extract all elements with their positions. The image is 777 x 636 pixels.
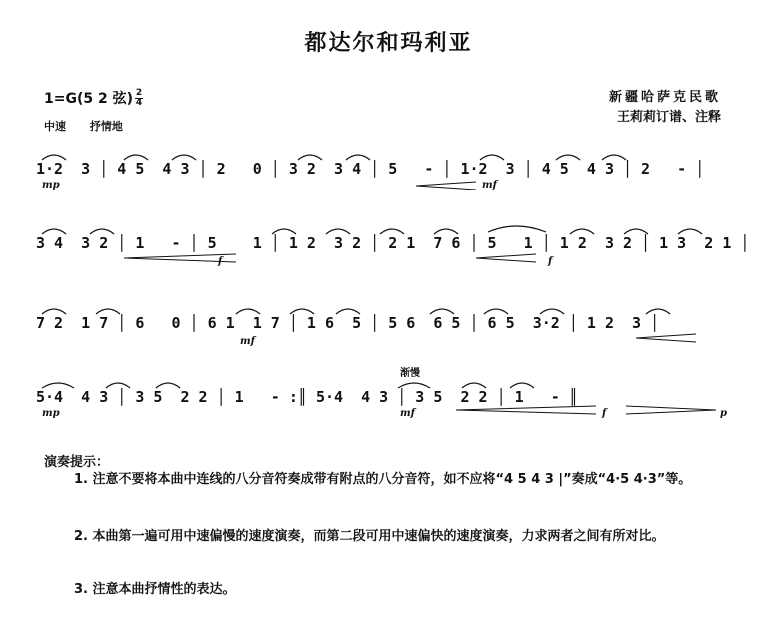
dynamic-mf: mf: [400, 408, 415, 419]
credit-arranger: 王莉莉订谱、注释: [616, 110, 721, 125]
dynamic-mp: mp: [42, 180, 60, 191]
tempo-marking: [44, 118, 143, 134]
tempo-speed: 中速: [44, 120, 66, 133]
dynamic-p: p: [720, 408, 727, 419]
staff-notes-2: 3 4 3 2 │ 1 - │ 5 1 │ 1 2 3 2 │ 2 1 7 6 │ 5 1 │ 1 2 3 2 │ 1 3 2 1 │: [36, 234, 750, 252]
score-title: 都达尔和玛利亚: [304, 31, 473, 56]
key-signature: [44, 88, 143, 108]
ritardando-marking: 渐慢: [400, 368, 420, 379]
dynamic-mf: mf: [240, 336, 255, 347]
hint-1: 1. 注意不要将本曲中连线的八分音符奏成带有附点的八分音符，如不应将“4 5 4 3 |”奏成“4·5 4·3”等。: [74, 472, 692, 487]
dynamic-f: f: [548, 256, 553, 267]
tempo-expression: 抒情地: [89, 120, 123, 133]
hints-heading: 演奏提示：: [44, 455, 110, 470]
staff-line-2: [36, 220, 750, 267]
staff-line-1: [36, 146, 726, 190]
dynamic-mp: mp: [42, 408, 60, 419]
staff-notes-3: 7 2 1 7 │ 6 0 │ 6 1 1 7 │ 1 6 5 │ 5 6 6 5 │ 6 5 3·2 │ 1 2 3 │: [36, 314, 660, 332]
staff-line-3: [36, 300, 726, 347]
staff-notes-1: 1·2 3 │ 4 5 4 3 │ 2 0 │ 3 2 3 4 │ 5 - │ 1·2 3 │ 4 5 4 3 │ 2 - │: [36, 160, 705, 178]
dynamic-f: f: [218, 256, 223, 267]
credit-origin: 新疆哈萨克民歌: [608, 90, 721, 105]
time-signature: 2 4: [135, 87, 143, 108]
staff-notes-4: 5·4 4 3 │ 3 5 2 2 │ 1 - :║ 5·4 4 3 │ 3 5 2 2 │ 1 - ║: [36, 388, 578, 406]
staff-line-4: [36, 368, 727, 419]
hint-2: 2. 本曲第一遍可用中速偏慢的速度演奏，而第二段可用中速偏快的速度演奏，力求两者之间有所对比。: [74, 529, 665, 544]
dynamic-f: f: [602, 408, 607, 419]
hint-3: 3. 注意本曲抒情性的表达。: [74, 582, 236, 597]
dynamic-mf: mf: [482, 180, 497, 191]
key-label: 1=G(5 2 弦): [44, 91, 133, 107]
